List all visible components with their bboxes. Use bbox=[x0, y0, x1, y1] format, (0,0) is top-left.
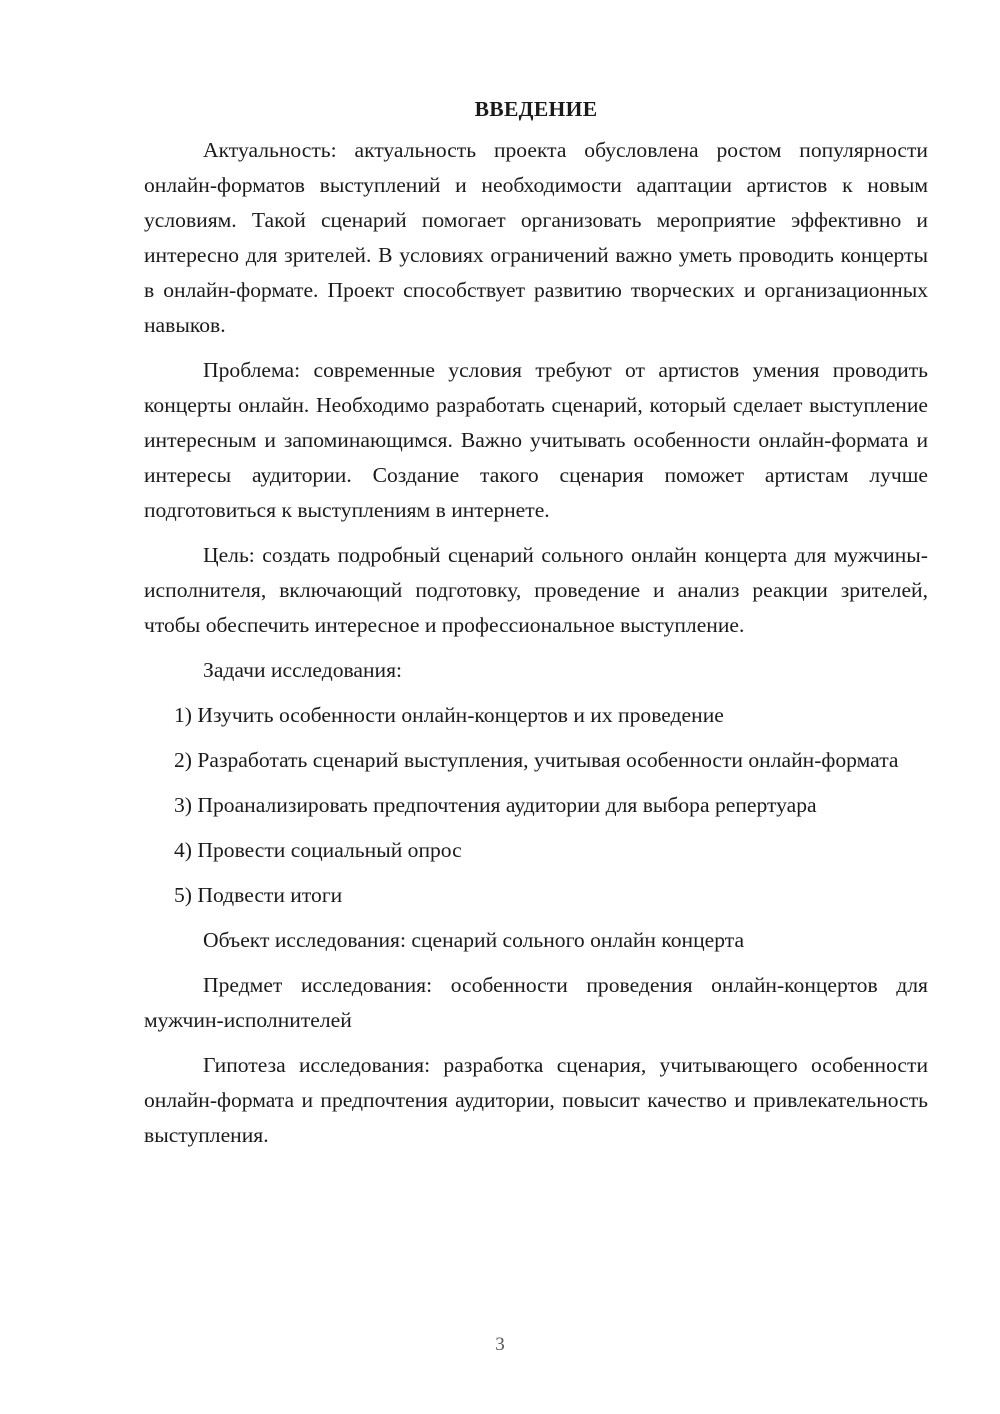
hypothesis-paragraph: Гипотеза исследования: разработка сценария, учитывающего особенности онлайн-формата и предпочтения аудитории, повысит качество и привлекательность выступления. bbox=[144, 1053, 928, 1147]
page-content bbox=[144, 92, 928, 1163]
task-item: 1) Изучить особенности онлайн-концертов и их проведение bbox=[174, 703, 724, 727]
task-item: 5) Подвести итоги bbox=[174, 883, 343, 907]
task-item: 3) Проанализировать предпочтения аудитории для выбора репертуара bbox=[174, 793, 817, 817]
tasks-heading: Задачи исследования: bbox=[203, 658, 403, 682]
object-paragraph: Объект исследования: сценарий сольного онлайн концерта bbox=[203, 928, 745, 952]
task-item: 4) Провести социальный опрос bbox=[174, 838, 462, 862]
problem-paragraph: Проблема: современные условия требуют от артистов умения проводить концерты онлайн. Необходимо разработать сценарий, который сделает выступление интересным и запоминающимся. Важно учитывать особенности онлайн-формата и интересы аудитории. Создание такого сценария поможет артистам лучше подготовиться к выступлениям в интернете. bbox=[144, 358, 928, 522]
page-number: 3 bbox=[495, 1334, 505, 1355]
section-title: ВВЕДЕНИЕ bbox=[474, 97, 598, 121]
subject-paragraph: Предмет исследования: особенности проведения онлайн-концертов для мужчин-исполнителей bbox=[144, 973, 928, 1032]
task-item: 2) Разработать сценарий выступления, учитывая особенности онлайн-формата bbox=[174, 748, 899, 772]
relevance-paragraph: Актуальность: актуальность проекта обусловлена ростом популярности онлайн-форматов выступлений и необходимости адаптации артистов к новым условиям. Такой сценарий помогает организовать мероприятие эффективно и интересно для зрителей. В условиях ограничений важно уметь проводить концерты в онлайн-формате. Проект способствует развитию творческих и организационных навыков. bbox=[144, 138, 928, 337]
goal-paragraph: Цель: создать подробный сценарий сольного онлайн концерта для мужчины-исполнителя, включающий подготовку, проведение и анализ реакции зрителей, чтобы обеспечить интересное и профессиональное выступление. bbox=[144, 543, 928, 637]
